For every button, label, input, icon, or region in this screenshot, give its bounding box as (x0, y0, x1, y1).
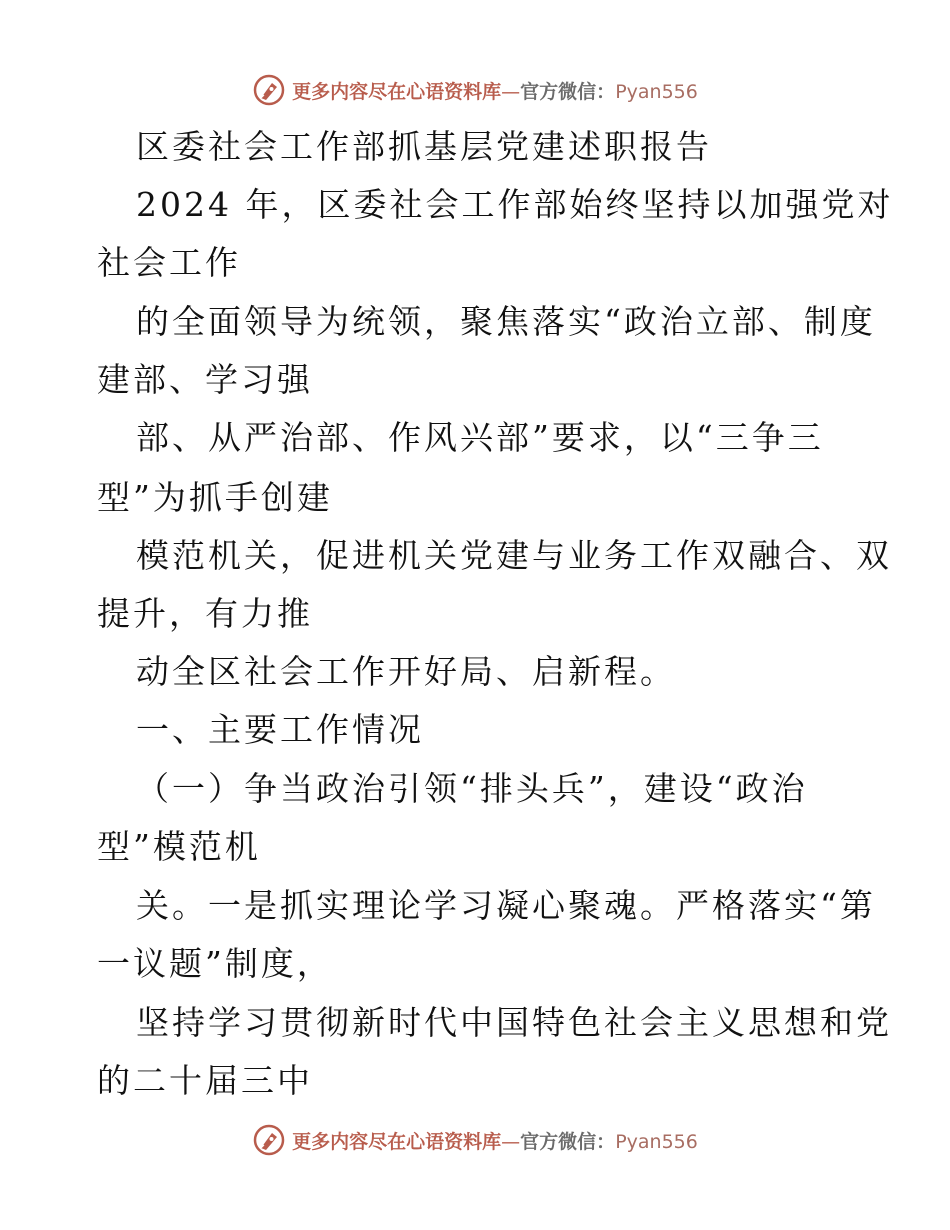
watermark-text (292, 77, 698, 104)
section-heading: 一、主要工作情况 (136, 710, 424, 749)
text-line: 型”模范机 (97, 827, 261, 866)
watermark-label: 官方微信： (520, 80, 616, 103)
text-line: 的全面领导为统领，聚焦落实“政治立部、制度 (136, 302, 876, 341)
watermark-text (292, 1127, 698, 1154)
subsection-heading: （一）争当政治引领“排头兵”，建设“政治 (136, 769, 808, 808)
watermark-footer (0, 1118, 950, 1162)
text-line: 关。一是抓实理论学习凝心聚魂。严格落实“第 (136, 886, 876, 925)
text-line: 模范机关，促进机关党建与业务工作双融合、双 (136, 536, 892, 575)
watermark-handle: Pyan556 (615, 1130, 698, 1153)
pen-nib-circle-icon (252, 1123, 286, 1157)
watermark-handle: Pyan556 (615, 80, 698, 103)
document-title: 区委社会工作部抓基层党建述职报告 (136, 127, 712, 166)
text-line: 提升，有力推 (97, 594, 313, 633)
watermark-brand: 更多内容尽在心语资料库 (292, 80, 502, 103)
text-line: 的二十届三中 (97, 1061, 313, 1100)
watermark-label: 官方微信： (520, 1130, 616, 1153)
watermark-header (0, 68, 950, 112)
text-line: 动全区社会工作开好局、启新程。 (136, 652, 676, 691)
text-line: 部、从严治部、作风兴部”要求，以“三争三 (136, 418, 824, 457)
text-line: 2024 年，区委社会工作部始终坚持以加强党对 (136, 185, 894, 224)
text-line: 型”为抓手创建 (97, 478, 333, 517)
watermark-separator: — (501, 1130, 521, 1153)
text-line: 社会工作 (97, 243, 241, 282)
watermark-separator: — (501, 80, 521, 103)
pen-nib-circle-icon (252, 73, 286, 107)
text-line: 建部、学习强 (97, 360, 313, 399)
watermark-brand: 更多内容尽在心语资料库 (292, 1130, 502, 1153)
text-line: 一议题”制度， (97, 944, 333, 983)
text-line: 坚持学习贯彻新时代中国特色社会主义思想和党 (136, 1003, 892, 1042)
